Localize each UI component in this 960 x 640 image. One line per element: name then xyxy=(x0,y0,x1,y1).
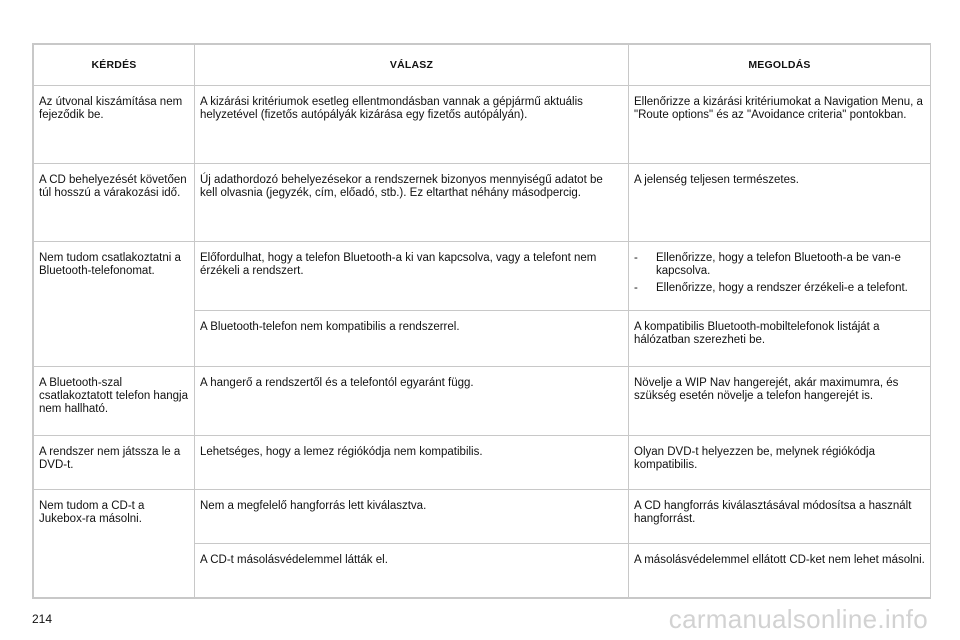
answer-cell: A hangerő a rendszertől és a telefontól egyaránt függ. xyxy=(195,367,629,436)
question-cell: A CD behelyezését követően túl hosszú a várakozási idő. xyxy=(34,164,195,242)
table-row xyxy=(34,367,931,436)
table-row xyxy=(34,86,931,164)
watermark: carmanualsonline.info xyxy=(668,604,928,634)
table-header-row xyxy=(34,45,931,86)
answer-cell: A CD-t másolásvédelemmel látták el. xyxy=(195,544,629,598)
solution-cell: Ellenőrizze a kizárási kritériumokat a Navigation Menu, a "Route options" és az "Avoidance criteria" pontokban. xyxy=(629,86,931,164)
question-cell: Nem tudom a CD-t a Jukebox-ra másolni. xyxy=(34,490,195,598)
page-number: 214 xyxy=(32,612,53,626)
header-solution: MEGOLDÁS xyxy=(629,45,931,86)
answer-cell: A Bluetooth-telefon nem kompatibilis a rendszerrel. xyxy=(195,311,629,367)
bullet-marker: - xyxy=(634,282,638,294)
bullet-text: Ellenőrizze, hogy a rendszer érzékeli-e a telefont. xyxy=(656,282,908,294)
faq-table xyxy=(33,44,931,598)
solution-cell: Olyan DVD-t helyezzen be, melynek régiókódja kompatibilis. xyxy=(629,436,931,490)
question-cell: A Bluetooth-szal csatlakoztatott telefon hangja nem hallható. xyxy=(34,367,195,436)
answer-cell: Új adathordozó behelyezésekor a rendszernek bizonyos mennyiségű adatot be kell olvasnia (jegyzék, cím, előadó, stb.). Ez eltarthat néhány másodpercig. xyxy=(195,164,629,242)
table-row xyxy=(34,164,931,242)
table-row xyxy=(34,242,931,311)
bullet-marker: - xyxy=(634,252,638,264)
table-row xyxy=(34,436,931,490)
answer-cell: A kizárási kritériumok esetleg ellentmondásban vannak a gépjármű aktuális helyzetével (fizetős autópályák kizárása egy fizetős autópályán). xyxy=(195,86,629,164)
header-answer: VÁLASZ xyxy=(195,45,629,86)
question-cell: A rendszer nem játssza le a DVD-t. xyxy=(34,436,195,490)
solution-cell: A másolásvédelemmel ellátott CD-ket nem lehet másolni. xyxy=(629,544,931,598)
header-question: KÉRDÉS xyxy=(34,45,195,86)
answer-cell: Lehetséges, hogy a lemez régiókódja nem kompatibilis. xyxy=(195,436,629,490)
question-cell: Nem tudom csatlakoztatni a Bluetooth-telefonomat. xyxy=(34,242,195,367)
solution-bullet xyxy=(634,282,925,295)
solution-cell xyxy=(629,242,931,311)
question-cell: Az útvonal kiszámítása nem fejeződik be. xyxy=(34,86,195,164)
answer-cell: Előfordulhat, hogy a telefon Bluetooth-a ki van kapcsolva, vagy a telefont nem érzékeli a rendszert. xyxy=(195,242,629,311)
answer-cell: Nem a megfelelő hangforrás lett kiválasztva. xyxy=(195,490,629,544)
solution-bullet xyxy=(634,252,925,278)
bullet-text: Ellenőrizze, hogy a telefon Bluetooth-a be van-e kapcsolva. xyxy=(656,252,901,277)
solution-cell: A kompatibilis Bluetooth-mobiltelefonok listáját a hálózatban szerezheti be. xyxy=(629,311,931,367)
solution-cell: A CD hangforrás kiválasztásával módosítsa a használt hangforrást. xyxy=(629,490,931,544)
solution-cell: A jelenség teljesen természetes. xyxy=(629,164,931,242)
table-row xyxy=(34,490,931,544)
troubleshooting-table xyxy=(32,43,931,599)
solution-cell: Növelje a WIP Nav hangerejét, akár maximumra, és szükség esetén növelje a telefon hangerejét is. xyxy=(629,367,931,436)
